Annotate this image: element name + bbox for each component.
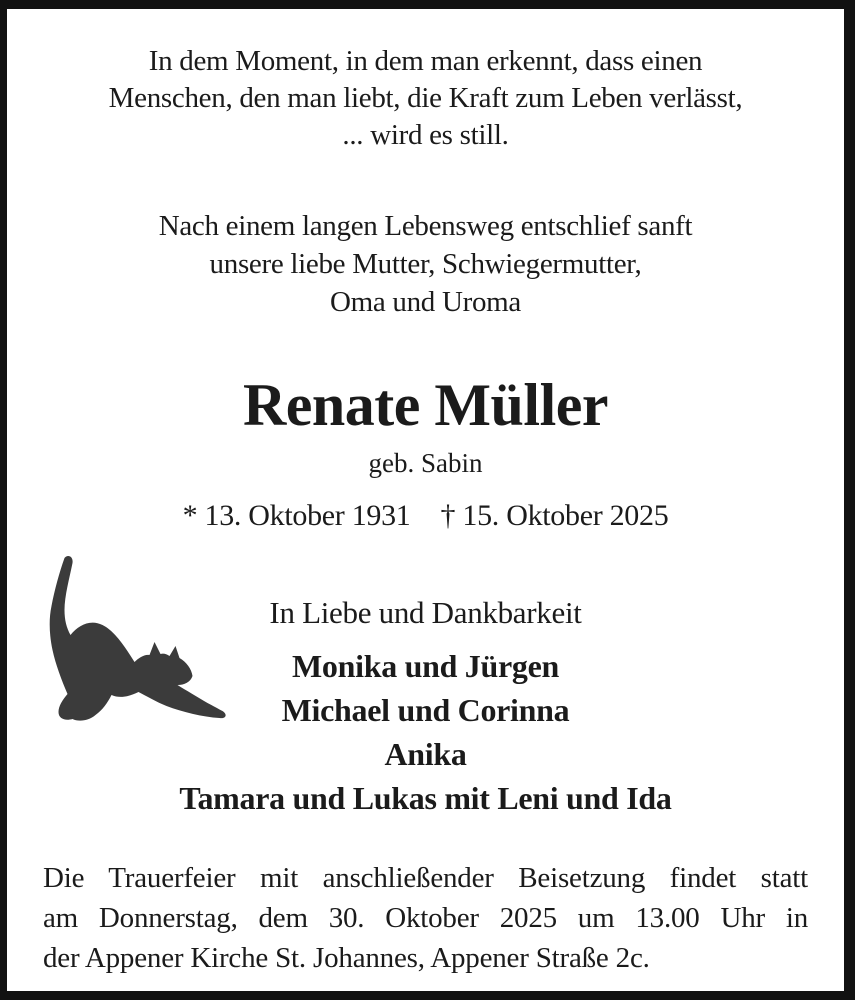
intro-line: unsere liebe Mutter, Schwiegermutter, [209,248,642,280]
funeral-line: Die Trauerfeier mit anschließender Beisetzung findet statt [43,862,808,894]
mourner-line: Monika und Jürgen [292,648,559,684]
death-date: † 15. Oktober 2025 [440,499,669,532]
birth-name: geb. Sabin [368,448,483,478]
funeral-line: am Donnerstag, dem 30. Oktober 2025 um 13.00 Uhr in [43,902,808,934]
mourner-line: Tamara und Lukas mit Leni und Ida [179,780,672,816]
life-dates [7,499,844,533]
opening-quote [7,43,844,154]
quote-line: In dem Moment, in dem man erkennt, dass einen [148,45,703,77]
mourner-line: Michael und Corinna [281,692,570,728]
quote-line: Menschen, den man liebt, die Kraft zum Leben verlässt, [108,82,743,114]
intro-line: Nach einem langen Lebensweg entschlief sanft [158,210,693,242]
intro-line: Oma und Uroma [329,286,521,318]
mourner-line: Anika [384,736,467,772]
farewell-heading: In Liebe und Dankbarkeit [269,595,582,630]
funeral-line: der Appener Kirche St. Johannes, Appener Straße 2c. [43,942,650,974]
birth-date: * 13. Oktober 1931 [182,499,411,532]
obituary-content [7,9,844,991]
stretching-cat-icon [33,552,231,724]
intro-text [7,207,844,321]
quote-line: ... wird es still. [342,119,509,151]
deceased-name: Renate Müller [242,372,609,438]
funeral-details [43,858,808,978]
